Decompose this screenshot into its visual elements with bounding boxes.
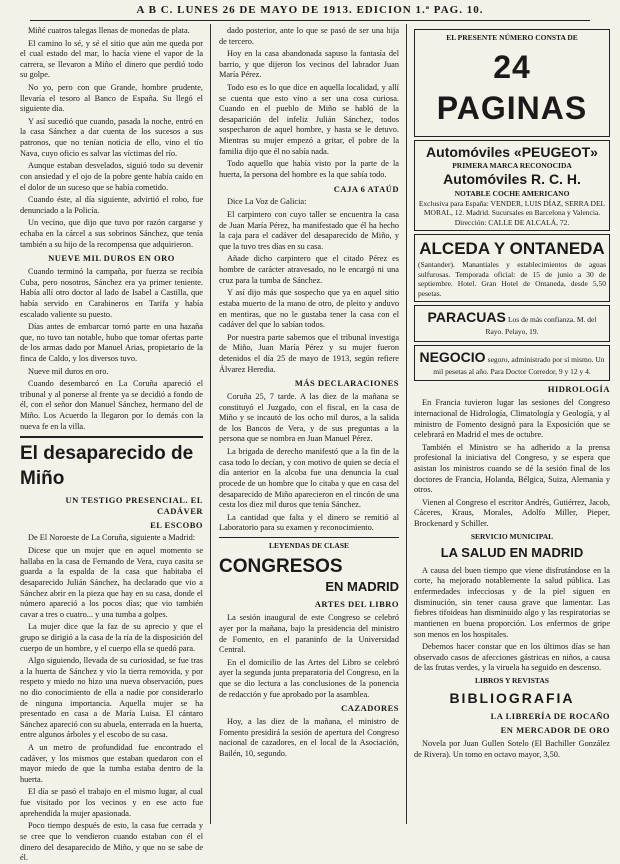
paragraph: Hoy en la casa abandonada sapuso la fantasía del barrio, y que dijeron los vecinos del labrador Juan María Pérez. [219, 49, 399, 80]
article-subtitle: EL ESCOBO [150, 519, 203, 530]
paragraph: En el domicilio de las Artes del Libro se celebró ayer la segunda junta preparatoria del Congreso, en la que se dio lectura a las conclusiones de la ponencia de redacción y fue aprobado por la asamblea. [219, 657, 399, 699]
paragraph: Todo eso es lo que dice en aquella localidad, y allí se cuenta que esto vino a ser una cosa curiosa. Cuando en el pueblo de Miño se habló de la desaparición del infeliz Julián Sánchez, todos sospecharon de aquel hombre, y hasta se le detuvo. Mientras su mujer empezó a gritar, el pobre de la familia dijo que él no sabía nada. [219, 83, 399, 156]
section-heading: SERVICIO MUNICIPAL [470, 531, 554, 541]
article-subtitle: EN MERCADOR DE ORO [500, 725, 610, 736]
paragraph: También el Ministro se ha adherido a la prensa profesional la iniciativa del Congreso, y se espera que asistan los ministros cuando se dé la sesión final de los doctores de Francia, Holanda, Bélgica, Suiza, Alemania y otros. [414, 442, 610, 495]
paragraph: Y así dijo más que sospecho que ya en aquel sitio estaba muerto de la mano de otro, de pleito y anduvo en mentiras, que no le gustaba tener la casa con el cadáver del que lo sabían todos. [219, 288, 399, 330]
ad-title: Automóviles «PEUGEOT» [426, 143, 598, 160]
ad-text: PRIMERA MARCA RECONOCIDA [452, 161, 572, 171]
article-subtitle: ARTES DEL LIBRO [314, 599, 399, 610]
section-heading: LEYENDAS DE CLASE [268, 540, 350, 550]
page-header [30, 4, 590, 21]
paragraph: La sesión inaugural de este Congreso se celebró ayer por la mañana, bajo la presidencia del ministro de Fomento, en el paraninfo de la Universidad Central. [219, 613, 399, 655]
column-rule [406, 24, 407, 824]
paragraph: El camino lo sé, y sé el sitio que aún me queda por el cual estado del mar, lo hacía viene el vapor de la carrera, se llevaron a Miño el dinero que perdió todo su golpe. [20, 38, 203, 80]
paragraph: Miñé cuatros talegas llenas de monedas de plata. [28, 26, 190, 35]
ad-text: (Santander). Manantiales y establecimientos de aguas sulfurosas. Temporada oficial: de 15 de junio a 30 de septiembre. Hotel. Gran Hotel de Ontaneda, desde 5,50 pesetas. [418, 260, 606, 298]
paragraph: De El Noroeste de La Coruña, siguiente a Madrid: [28, 533, 196, 543]
article-title: El desaparecido de Miño [20, 436, 203, 491]
ad-text: Exclusiva para España: VENDER, LUIS DÍAZ, SERRA DEL MORAL, 12. Madrid. Sucursales en Barcelona y Valencia. Dirección: CALLE DE ALCALÁ, 72. [418, 198, 606, 227]
paragraph: Nueve mil duros en oro. [28, 366, 109, 376]
ad-text: Los de más confianza. M. del Rayo. Pelayo, 19. [485, 315, 597, 337]
column-rule [210, 24, 211, 824]
advertisement [414, 345, 610, 382]
paragraph: Añade dicho carpintero que el citado Pérez es hombre de carácter atravesado, no le encargó ni una cruz para la tumba de Sánchez. [219, 254, 399, 285]
paragraph: Un vecino, que dijo que tuvo por razón cargarse y echaba en la cárcel a sus sobrinos Sánchez, que tenía también a su hijo de la recompensa que adquirieron. [20, 218, 203, 249]
column-3 [414, 26, 610, 821]
section-heading: CAJA 6 ATAÚD [333, 183, 399, 194]
paragraph: A causa del buen tiempo que viene disfrutándose en la corte, ha mejorado notablemente la salud pública. Las enfermedades infecciosas y de la piel siguen en disminución, sin tener causa grave que lamentar. Las fiebres tifoideas han disminuido algo y las respiratorias se mantienen en buena proporción. Los enfermos de gripe son menos en los hospitales. [414, 565, 610, 639]
section-heading: CAZADORES [341, 703, 399, 714]
paragraph: Todo aquello que había visto por la parte de la huerta, la persona del hombre es la que sabía todo. [219, 159, 399, 179]
paragraph: En Francia tuvieron lugar las sesiones del Congreso internacional de Hidrología, Climatología y Geología, y al ministro de Fomento designó para la Exposición que se celebrará en Madrid el mes de octubre. [414, 398, 610, 440]
paragraph: No yo, pero con que Grande, hombre prudente, llevaría el tesoro al Banco de España. Su llegó el siguiente día. [20, 83, 203, 114]
section-heading: MÁS DECLARACIONES [294, 378, 399, 389]
paragraph: Aunque estaban desvelados, siguió todo su devenir con ansiedad y el ojo de la pobre gente había caído en el dolor de un suceso que se había cometido. [20, 161, 203, 192]
ad-title: ALCEDA Y ONTANEDA [419, 239, 605, 259]
ad-text: EL PRESENTE NÚMERO CONSTA DE [446, 33, 578, 42]
paragraph: Cuando desembarcó en La Coruña apareció el tribunal y al ponerse al frente ya se decidió a fondo de él, con el señor don Manuel Sánchez, hermano del de Miño. Los Acuerdo la llegaron por lo demás con la nueva fe en la villa. [20, 379, 203, 431]
article-title: LA SALUD EN MADRID [440, 545, 584, 561]
section-heading: LIBROS Y REVISTAS [475, 675, 549, 685]
ad-text: seguro, administrado por sí mismo. Un mil pesetas al año. Para Doctor Corredor, 9 y 12 y 4. [433, 354, 605, 376]
ad-title: 24 PAGINAS [436, 48, 588, 126]
paragraph: Y así sucedió que cuando, pasada la noche, entró en la casa Sánchez a dar cuenta de los sucesos a sus patronos, que no tenían noticia de ello, vino el tío Nava, cuyo oficio es salvar las víctimas del río. [20, 116, 203, 158]
header-line: A B C. LUNES 26 DE MAYO DE 1913. EDICION 1.ª PAG. 10. [136, 4, 484, 16]
paragraph: Hoy, a las diez de la mañana, el ministro de Fomento presidirá la sesión de apertura del Congreso nacional de cazadores, en el local de la Asociación, Bailén, 10, segundo. [219, 717, 399, 758]
paragraph: dado posterior, ante lo que se pasó de ser una hija de tercero. [219, 26, 399, 46]
advertisement [414, 29, 610, 137]
article-title: BIBLIOGRAFIA [449, 689, 575, 706]
section-heading: NUEVE MIL DUROS EN ORO [48, 253, 175, 264]
ad-title: Automóviles R. C. H. [443, 171, 581, 187]
ad-title: PARACUAS [427, 309, 506, 326]
paragraph: Cuando éste, al día siguiente, advirtió el robo, fue denunciado a la Policía. [20, 195, 203, 215]
paragraph: Algo siguiendo, llevada de su curiosidad, se fue tras a la huerta de Sánchez y vio la tierra removida, y por respeto y miedo no hizo una nueva observación, pues no dio conocimiento de ella a nadie por considerarlo de ninguna importancia. Aquella mujer se ha presentado en casa a de María Luisa. El cántaro Sánchez apareció con su abuela, enterrada en la huerta, entre algunos árboles y el escobo de su casa. [20, 656, 203, 740]
paragraph: Debemos hacer constar que en los últimos días se han observado casos de afecciones gástricas en niños, a causa de las frutas verdes, y la viruela ha seguido en descenso. [414, 642, 610, 673]
paragraph: Días antes de embarcar tornó parte en una hazaña que, no tuvo tan notable, hubo que tomar ofertas parte de los armas dado por Manuel Arias, propietario de la finca de Caldo, y los diversos tuvo. [20, 322, 203, 363]
paragraph: A un metro de profundidad fue encontrado el cadáver, y los mismos que estaban quedaron con el mayor miedo de que la tumba estaba dentro de la huerta. [20, 743, 203, 784]
paragraph: La brigada de derecho manifestó que a la fin de la casa todo lo decían, y con motivo de quien se decía el día anterior en la alcoba fue una denuncia la cual procede de un hombre que lo citaba y que en casa del desaparecido de Miño aparecieron en el rincón de una cesta los diez mil duros que tenía Sánchez. [219, 447, 399, 510]
article-subtitle: UN TESTIGO PRESENCIAL. EL CADÁVER [65, 494, 203, 516]
paragraph: La mujer dice que la faz de su aprecio y que el grupo se dirigió a la casa de la ría de la disposición del cuerpo de un hombre, y el cuerpo ella se quedó para. [20, 622, 203, 653]
advertisement [414, 234, 610, 302]
section-heading: HIDROLOGÍA [547, 384, 610, 395]
paragraph: Dicese que un mujer que en aquel momento se hallaba en la casa de Fernando de Vera, cuya casita se guarda a la espalda de la casa que habitaba el desaparecido Julián Sánchez, ha declarado que vio a Sánchez abrir en la pieza que hay en su casa, donde el número apareció a los pocos días; que vio también cavar a tres o cuatro... y una tumba a golpes. [20, 546, 203, 619]
article-subtitle: LA LIBRERÍA DE ROCAÑO [490, 711, 610, 722]
paragraph: El carpintero con cuyo taller se encuentra la casa de Juan María Pérez, ha manifestado que él ha hecho la caja para el cadáver del desaparecido de Miño, y que la tuvo tres días en su casa. [219, 210, 399, 251]
paragraph: El día se pasó el trabajo en el mismo lugar, al cual fue visitado por los vecinos y en ese acto fue aprehendida la mujer apasionada. [20, 787, 203, 818]
ad-text: NOTABLE COCHE AMERICANO [454, 188, 570, 198]
paragraph: Por nuestra parte sabemos que el tribunal investiga de Miño, Juan María Pérez y su mujer fueron detenidos el día 25 de mayo de 1913, según refiere Álvarez Heredia. [219, 332, 399, 374]
paragraph: Poco tiempo después de esto, la casa fue cerrada y se cree que lo vendieron cuando estaban con él el dinero del desaparecido de Miño, y que no se sabe de él. [20, 821, 203, 863]
paragraph: Vienen al Congreso el escritor Andrés, Gutiérrez, Jacob, Cáceres, Kraus, Morales, Adolfo Miller, Pieper, Brockenard y Schiller. [414, 497, 610, 529]
paragraph: Cuando terminó la campaña, por fuerza se recibía Cuba, pero nosotros, Sánchez era ya primer teniente. Había allí otro doctor al lado de Isabel a Castilla, que había servido en Carabineros en Tarifa y había escalado valiente su puesto. [20, 267, 203, 319]
ad-title: NEGOCIO [419, 348, 486, 365]
paragraph: Dice La Voz de Galicia: [227, 197, 307, 207]
article-title: EN MADRID [325, 578, 399, 594]
advertisement [414, 305, 610, 342]
advertisement [414, 140, 610, 232]
paragraph: La cantidad que falta y el dinero se remitió al Laboratorio para su examen y reconocimiento. [219, 512, 399, 533]
column-2 [219, 26, 399, 821]
paragraph: Coruña 25, 7 tarde. A las diez de la mañana se constituyó el Juzgado, con el fiscal, en la casa de Miño y se incautó de los ocho mil duros, a la salida de los Bancos de Vera, y de sus preguntas a la persona que se nombra en Juan Manuel Pérez. [219, 392, 399, 444]
column-1 [20, 26, 203, 863]
divider [219, 537, 399, 538]
article-title: CONGRESOS [219, 555, 343, 577]
paragraph: Novela por Juan Gullen Sotelo (El Bachiller González de Rivera). Un tomo en octavo mayor, 3,50. [414, 739, 610, 759]
